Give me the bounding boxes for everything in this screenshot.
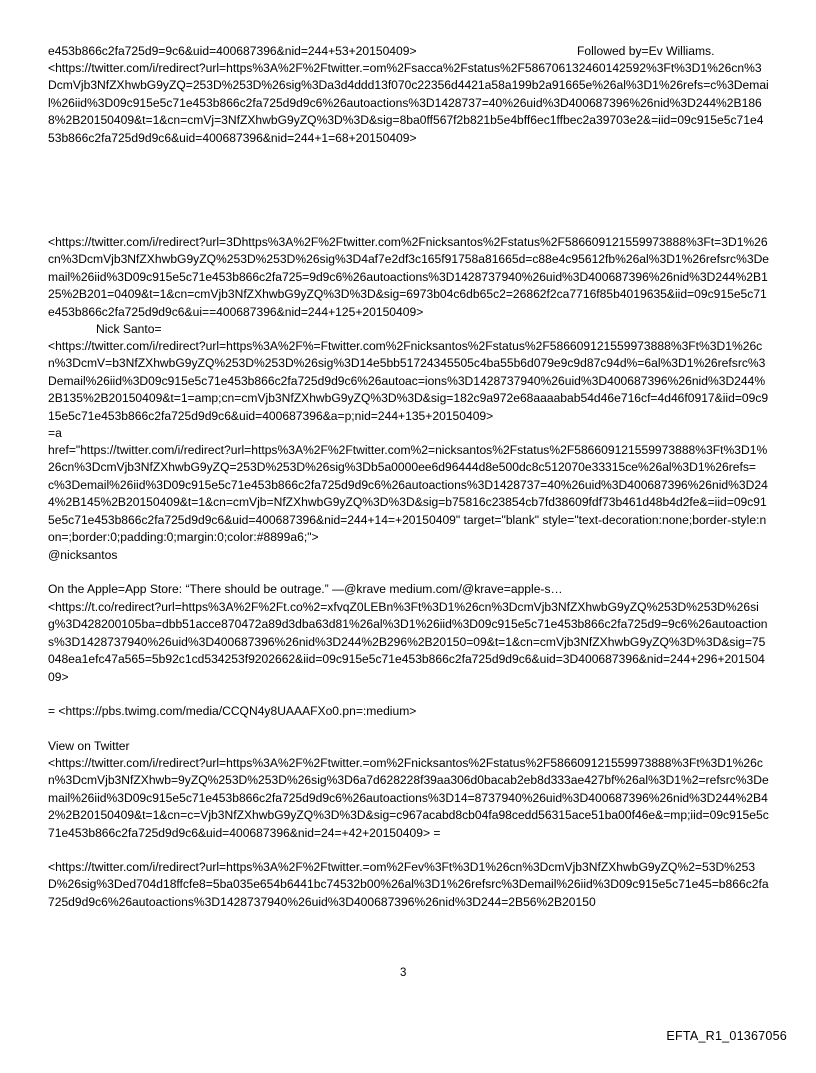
pbs-media-line: = <https://pbs.twimg.com/media/CCQN4y8UAAAFXo0.pn=:medium> [48, 704, 417, 718]
redirect-url-block-7: <https://twitter.com/i/redirect?url=https%3A%2F%2Ftwitter.=om%2Fev%3Ft%3D1%26cn%3DcmVjb3NfZXhwbG9yZQ%2=53D%253D%26sig%3Ded704d18ffcfe8=5ba035e654b6441bc74532b00%26al%3D1%26refsrc%3Demail%26iid%3D09c915e5c71e45=b866c2fa725d9d9c6%26autoactions%3D1428737940%26uid%3D400687396%26nid%3D244=2B56%2B20150 [48, 860, 769, 909]
apple-app-store-line: On the Apple=App Store: “There should be outrage.” —@krave medium.com/@krave=apple-s… [48, 582, 563, 596]
redirect-url-block-2: <https://twitter.com/i/redirect?url=3Dhttps%3A%2F%2Ftwitter.com%2Fnicksantos%2Fstatus%2F586609121559973888%3Ft=3D1%26cn%3DcmVjb3NfZXhwbG9yZQ%253D%253D%26sig%3D4af7e2df3c165f91758a81665d=c88e4c95612fb%26al%3D1%26refsrc%3Demail%26iid%3D09c915e5c71e453b866c2fa725=9d9c6%26autoactions%3D1428737940%26uid%3D400687396%26nid%3D244%2B125%2B201=0409&t=1&cn=cmVjb3NfZXhwbG9yZQ%3D%3D&sig=6973b04c6db65c2=26862f2ca7716f85b4019635&iid=09c915e5c71e453b866c2fa725d9d9c6&ui==400687396&nid=244+125+20150409> [48, 235, 770, 319]
nick-santo-text: Nick Santo= [96, 322, 162, 336]
redirect-url-block-6: <https://twitter.com/i/redirect?url=https%3A%2F%2Ftwitter.=om%2Fnicksantos%2Fstatus%2F586609121559973888%3Ft%3D1%26cn%3DcmVjb3NfZXhwb=9yZQ%253D%253D%26sig%3D6a7d628228f39aa306d0bacab2eb8d333ae427bf%26al%3D1%2=refsrc%3Demail%26iid%3D09c915e5c71e453b866c2fa725d9d9c6%26autoactions%3D14=8737940%26uid%3D400687396%26nid%3D244%2B42%2B20150409&t=1&cn=c=Vjb3NfZXhwbG9yZQ%3D%3D&sig=c967acabd8cb04fa98cedd56315ace51ba00f46e&=mp;iid=09c915e5c71e453b866c2fa725d9d9c6&uid=400687396&nid=24=+42+20150409> = [48, 756, 769, 840]
eq-a-text: =a [48, 426, 62, 440]
nicksantos-handle: @nicksantos [48, 548, 118, 562]
href-attribute-block: href="https://twitter.com/i/redirect?url=https%3A%2F%2Ftwitter.com%2=nicksantos%2Fstatus%2F586609121559973888%3Ft%3D1%26cn%3DcmVjb3NfZXhwbG9yZQ=253D%253D%26sig%3Db5a0000ee6d96444d8e500dc8c512070e33315ce%26al%3D1%26refs=c%3Demail%26iid%3D09c915e5c71e453b866c2fa725d9d9c6%26autoactions%3D1428737=40%26uid%3D400687396%26nid%3D244%2B145%2B20150409&t=1&cn=cmVjb=NfZXhwbG9yZQ%3D%3D&sig=b75816c23854cb7fd38609fdf73b461d48b4d2fe&=iid=09c915e5c71e453b866c2fa725d9d9c6&uid=400687396&nid=244+14=+20150409" target="blank" style="text-decoration:none;border-style:non=;border:0;padding:0;margin:0;color:#8899a6;"> [48, 443, 768, 545]
redirect-url-block-3: <https://twitter.com/i/redirect?url=https%3A%2F%=Ftwitter.com%2Fnicksantos%2Fstatus%2F586609121559973888%3Ft%3D1%26cn%3DcmV=b3NfZXhwbG9yZQ%253D%253D%26sig%3D14e5bb51724345505c4ba55b6d079e9c9d87c94d%=6al%3D1%26refsrc%3Demail%26iid%3D09c915e5c71e453b866c2fa725d9d9c6%26autoac=ions%3D1428737940%26uid%3D400687396%26nid%3D244%2B135%2B20150409&t=1=amp;cn=cmVjb3NfZXhwbG9yZQ%3D%3D&sig=182c9a972e68aaaabab54d46e716cf=4d46f0917&iid=09c915e5c71e453b866c2fa725d9d9c6&uid=400687396&a=p;nid=244+135+20150409> [48, 339, 769, 423]
redirect-url-block-5: <https://t.co/redirect?url=https%3A%2F%2Ft.co%2=xfvqZ0LEBn%3Ft%3D1%26cn%3DcmVjb3NfZXhwbG9yZQ%253D%253D%26sig%3D428200105ba=dbb51acce870472a89d3dba63d81%26al%3D1%26iid%3D09c915e5c71e453b866c2fa725d9=9c6%26autoactions%3D1428737940%26uid%3D400687396%26nid%3D244%2B296%2B20150=09&t=1&cn=cmVjb3NfZXhwbG9yZQ%3D%3D&sig=75048ea1efc47a565=5b92c1cd534253f9202662&iid=09c915e5c71e453b866c2fa725d9d9c6&uid=3D400687396&nid=244+296+20150409> [48, 600, 768, 684]
view-on-twitter-text: View on Twitter [48, 739, 130, 753]
document-id-footer: EFTA_R1_01367056 [666, 1029, 787, 1043]
page-number: 3 [400, 967, 407, 979]
redirect-url-block-1: <https://twitter.com/i/redirect?url=https%3A%2F%2Ftwitter.=om%2Fsacca%2Fstatus%2F586706132460142592%3Ft%3D1%26cn%3DcmVjb3NfZXhwbG9yZQ=253D%253D%26sig%3Da3d4ddd13f070c22356d4421a58a199b2a91665e%26al%3D1%26refs=c%3Demail%26iid%3D09c915e5c71e453b866c2fa725d9d9c6%26autoactions%3D1428737=40%26uid%3D400687396%26nid%3D244%2B1868%2B20150409&t=1&cn=cmVj=3NfZXhwbG9yZQ%3D%3D&sig=8ba0ff567f2b821b5e4bff6ec1ffbec2a39703e2&=iid=09c915e5c71e453b866c2fa725d9d9c6&uid=400687396&nid=244+1=68+20150409> [48, 61, 769, 145]
top-line-left: e453b866c2fa725d9=9c6&uid=400687396&nid=244+53+20150409> [48, 44, 417, 58]
followed-by-text: Followed by=Ev Williams. [577, 44, 715, 58]
